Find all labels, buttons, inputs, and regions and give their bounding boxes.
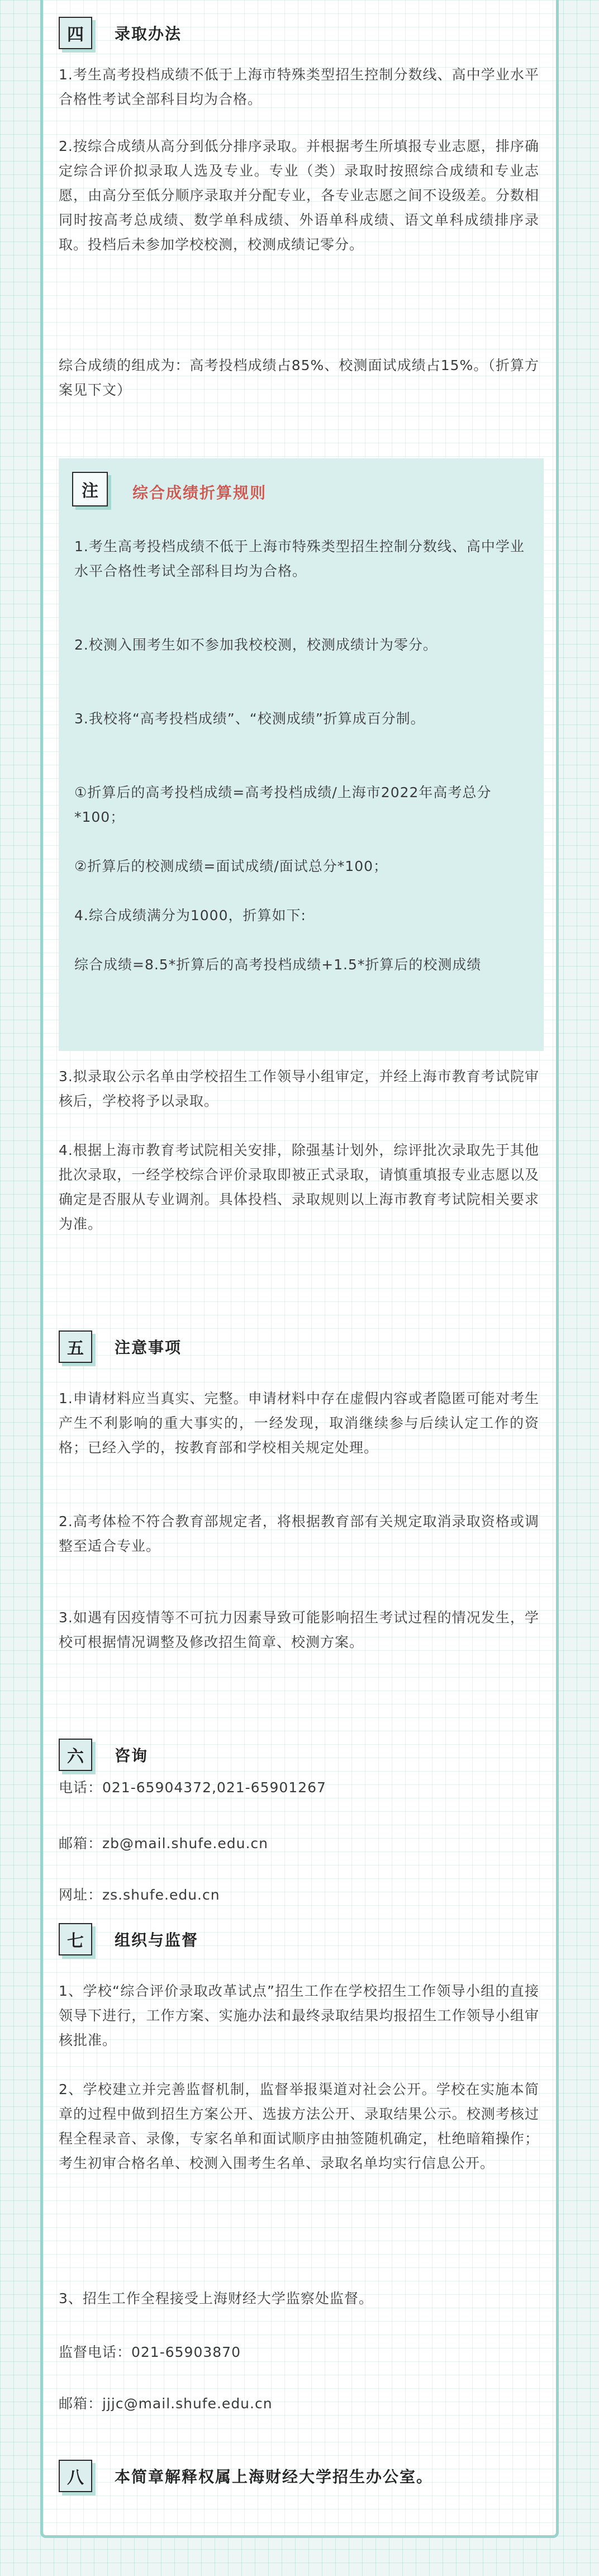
paragraph: 4.根据上海市教育考试院相关安排，除强基计划外，综评批次录取先于其他批次录取，一经学校综合评价录取即被正式录取，请慎重填报专业志愿以及确定是否服从专业调剂。具体投档、录取规则以上海市教育考试院相关要求为准。 xyxy=(59,1142,539,1232)
supervision-email: 邮箱：jjjc@mail.shufe.edu.cn xyxy=(59,2395,273,2412)
paragraph: 1.申请材料应当真实、完整。申请材料中存在虚假内容或者隐匿可能对考生产生不利影响的重大事实的，一经发现，取消继续参与后续认定工作的资格；已经入学的，按教育部和学校相关规定处理。 xyxy=(59,1390,539,1456)
paragraph: 3.如遇有因疫情等不可抗力因素导致可能影响招生考试过程的情况发生，学校可根据情况调整及修改招生简章、校测方案。 xyxy=(59,1609,539,1650)
paragraph: 2.高考体检不符合教育部规定者，将根据教育部有关规定取消录取资格或调整至适合专业。 xyxy=(59,1513,539,1554)
note-paragraph: ②折算后的校测成绩=面试成绩/面试总分*100； xyxy=(74,858,388,874)
section-number-badge: 八 xyxy=(59,2460,92,2492)
section-title: 组织与监督 xyxy=(115,1931,199,1949)
paragraph: 3、招生工作全程接受上海财经大学监察处监督。 xyxy=(59,2290,373,2307)
note-paragraph: 综合成绩=8.5*折算后的高考投档成绩+1.5*折算后的校测成绩 xyxy=(74,956,482,973)
paragraph: 综合成绩的组成为：高考投档成绩占85%、校测面试成绩占15%。（折算方案见下文） xyxy=(59,357,539,398)
section-title: 注意事项 xyxy=(115,1338,182,1357)
section-header-supervision xyxy=(59,1923,198,1955)
section-header-admission-method xyxy=(59,17,182,49)
note-paragraph: ①折算后的高考投档成绩=高考投档成绩/上海市2022年高考总分*100； xyxy=(74,784,492,825)
section-header-interpretation xyxy=(59,2460,433,2492)
section-title: 录取办法 xyxy=(115,25,182,43)
section-number-badge: 七 xyxy=(59,1923,92,1955)
note-paragraph: 1.考生高考投档成绩不低于上海市特殊类型招生控制分数线、高中学业水平合格性考试全部科目均为合格。 xyxy=(74,538,525,579)
paragraph: 1、学校“综合评价录取改革试点”招生工作在学校招生工作领导小组的直接领导下进行，工作方案、实施办法和最终录取结果均报招生工作领导小组审核批准。 xyxy=(59,1983,539,2048)
paragraph: 2.按综合成绩从高分到低分排序录取。并根据考生所填报专业志愿，排序确定综合评价拟录取人选及专业。专业（类）录取时按照综合成绩和专业志愿，由高分至低分顺序录取并分配专业，各专业志愿之间不设级差。分数相同时按高考总成绩、数学单科成绩、外语单科成绩、语文单科成绩排序录取。投档后未参加学校校测，校测成绩记零分。 xyxy=(59,138,539,253)
section-number-badge: 五 xyxy=(59,1330,92,1363)
note-paragraph: 3.我校将“高考投档成绩”、“校测成绩”折算成百分制。 xyxy=(74,711,425,727)
section-header-notes xyxy=(59,1330,182,1363)
paragraph: 1.考生高考投档成绩不低于上海市特殊类型招生控制分数线、高中学业水平合格性考试全部科目均为合格。 xyxy=(59,67,539,107)
paragraph: 2、学校建立并完善监督机制，监督举报渠道对社会公开。学校在实施本简章的过程中做到招生方案公开、选拔方法公开、录取结果公示。校测考核过程全程录音、录像，专家名单和面试顺序由抽签随机确定，杜绝暗箱操作；考生初审合格名单、校测入围考生名单、录取名单均实行信息公开。 xyxy=(59,2081,539,2171)
content-card xyxy=(40,0,559,2538)
section-title: 咨询 xyxy=(115,1746,149,1765)
note-paragraph: 2.校测入围考生如不参加我校校测，校测成绩计为零分。 xyxy=(74,637,438,653)
paragraph: 3.拟录取公示名单由学校招生工作领导小组审定，并经上海市教育考试院审核后，学校将予以录取。 xyxy=(59,1068,539,1109)
section-number-badge: 六 xyxy=(59,1739,92,1771)
contact-email: 邮箱：zb@mail.shufe.edu.cn xyxy=(59,1835,268,1852)
note-title: 综合成绩折算规则 xyxy=(132,484,267,502)
score-conversion-note-box xyxy=(59,458,544,1051)
interpretation-statement: 本简章解释权属上海财经大学招生办公室。 xyxy=(115,2468,434,2486)
contact-phone: 电话：021-65904372,021-65901267 xyxy=(59,1779,326,1796)
note-paragraph: 4.综合成绩满分为1000，折算如下: xyxy=(74,907,306,924)
note-badge: 注 xyxy=(72,472,108,506)
supervision-phone: 监督电话：021-65903870 xyxy=(59,2344,241,2360)
section-number-badge: 四 xyxy=(59,17,92,49)
section-header-consult xyxy=(59,1739,148,1771)
contact-website: 网址：zs.shufe.edu.cn xyxy=(59,1887,220,1903)
